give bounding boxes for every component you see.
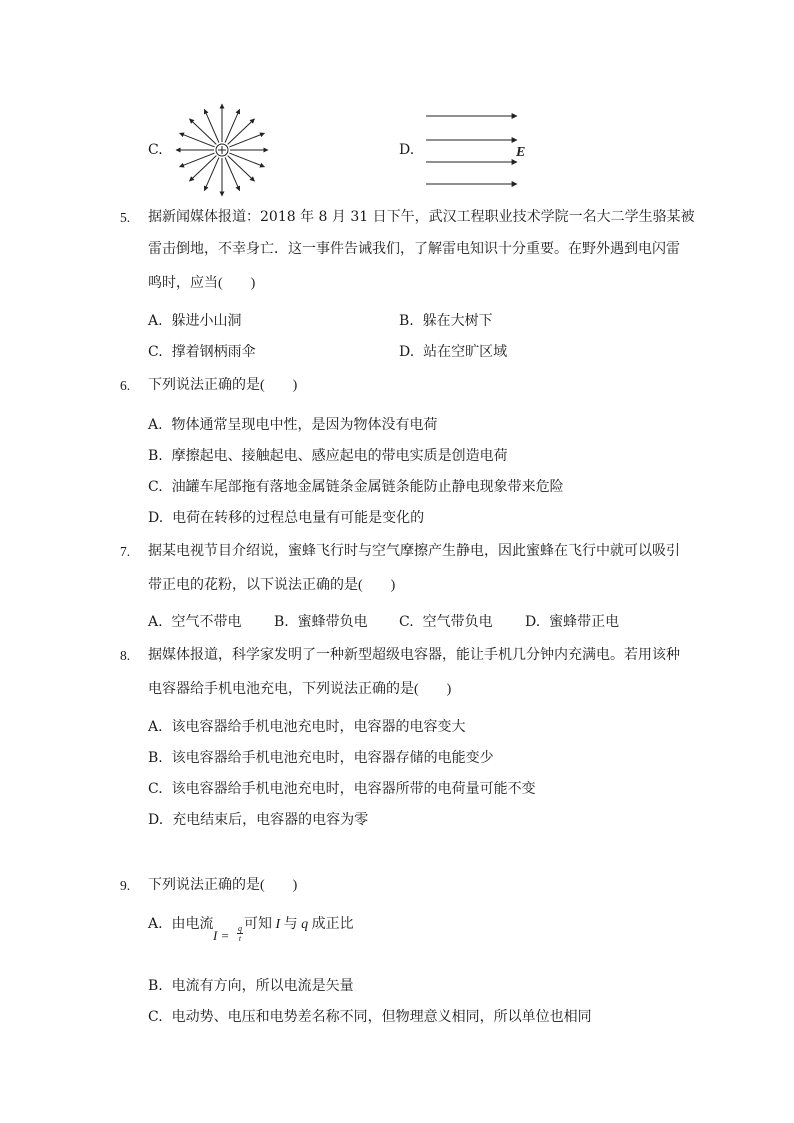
- q7-option-c: C. 空气带负电: [399, 614, 493, 630]
- q7-stem-line1: 据某电视节目介绍说，蜜蜂飞行时与空气摩擦产生静电，因此蜜蜂在飞行中就可以吸引: [148, 543, 680, 559]
- q9-number: 9.: [120, 878, 131, 893]
- q5-stem-line2: 雷击倒地，不幸身亡．这一事件告诫我们，了解雷电知识十分重要。在野外遇到电闪雷: [148, 241, 680, 257]
- q6-option-d: D. 电荷在转移的过程总电量有可能是变化的: [148, 510, 425, 526]
- q8-option-a: A. 该电容器给手机电池充电时，电容器的电容变大: [148, 719, 466, 735]
- q9-option-a: A. 由电流: [148, 916, 214, 932]
- q9-stem: 下列说法正确的是( ): [148, 877, 298, 893]
- q5-stem-line1: 据新闻媒体报道：2018 年 8 月 31 日下午，武汉工程职业技术学院一名大二学生骆某被: [148, 209, 695, 225]
- q8-option-d: D. 充电结束后，电容器的电容为零: [148, 812, 369, 828]
- field-line: [228, 156, 255, 181]
- q6-number: 6.: [120, 378, 131, 393]
- uniform-field-figure: [422, 106, 532, 192]
- q5-answer-blank: ( ): [218, 276, 256, 291]
- field-line: [225, 109, 240, 142]
- q6-stem: 下列说法正确的是( ): [148, 377, 298, 393]
- q8-option-c: C. 该电容器给手机电池充电时，电容器所带的电荷量可能不变: [148, 781, 536, 797]
- q6-option-c: C. 油罐车尾部拖有落地金属链条金属链条能防止静电现象带来危险: [148, 479, 564, 495]
- q9-option-c: C. 电动势、电压和电势差名称不同，但物理意义相同，所以单位也相同: [148, 1009, 592, 1025]
- q9-option-b: B. 电流有方向，所以电流是矢量: [148, 978, 354, 994]
- q9-answer-blank: ( ): [260, 878, 298, 893]
- q8-stem-line2: 电容器给手机电池充电，下列说法正确的是( ): [148, 681, 452, 697]
- q7-stem-line2: 带正电的花粉，以下说法正确的是( ): [148, 577, 396, 593]
- field-line: [189, 156, 216, 181]
- field-line: [229, 133, 264, 147]
- q8-answer-blank: ( ): [414, 682, 452, 697]
- figure-c-label: C.: [148, 142, 163, 158]
- field-line: [180, 153, 215, 167]
- q7-number: 7.: [120, 544, 131, 559]
- q9-option-a-rest: 可知 I 与 q 成正比: [244, 916, 354, 932]
- q5-option-c: C. 撑着钢柄雨伞: [148, 344, 256, 360]
- q5-option-a: A. 躲进小山洞: [148, 313, 242, 329]
- q6-answer-blank: ( ): [260, 378, 298, 393]
- q7-option-a: A. 空气不带电: [148, 614, 242, 630]
- q5-stem-line3: 鸣时，应当( ): [148, 275, 256, 291]
- q8-option-b: B. 该电容器给手机电池充电时，电容器存储的电能变少: [148, 750, 494, 766]
- field-line: [204, 109, 219, 142]
- field-line: [180, 133, 215, 147]
- q9-formula: I =: [213, 928, 230, 943]
- q5-option-d: D. 站在空旷区域: [399, 344, 508, 360]
- q7-option-d: D. 蜜蜂带正电: [525, 614, 620, 630]
- field-line: [225, 157, 240, 190]
- point-charge-field-figure: [172, 102, 272, 198]
- q7-answer-blank: ( ): [358, 578, 396, 593]
- field-line: [189, 119, 216, 144]
- field-line: [204, 157, 219, 190]
- figure-d-label: D.: [399, 142, 415, 158]
- field-line: [228, 119, 255, 144]
- q5-number: 5.: [120, 210, 131, 225]
- q8-number: 8.: [120, 648, 131, 663]
- field-e-symbol: E: [516, 145, 526, 160]
- field-line: [229, 153, 264, 167]
- q9-formula-fraction: q t: [238, 924, 242, 943]
- q6-option-a: A. 物体通常呈现电中性，是因为物体没有电荷: [148, 417, 438, 433]
- q6-option-b: B. 摩擦起电、接触起电、感应起电的带电实质是创造电荷: [148, 448, 508, 464]
- q7-option-b: B. 蜜蜂带负电: [274, 614, 368, 630]
- q5-option-b: B. 躲在大树下: [399, 313, 493, 329]
- q8-stem-line1: 据媒体报道，科学家发明了一种新型超级电容器，能让手机几分钟内充满电。若用该种: [148, 647, 680, 663]
